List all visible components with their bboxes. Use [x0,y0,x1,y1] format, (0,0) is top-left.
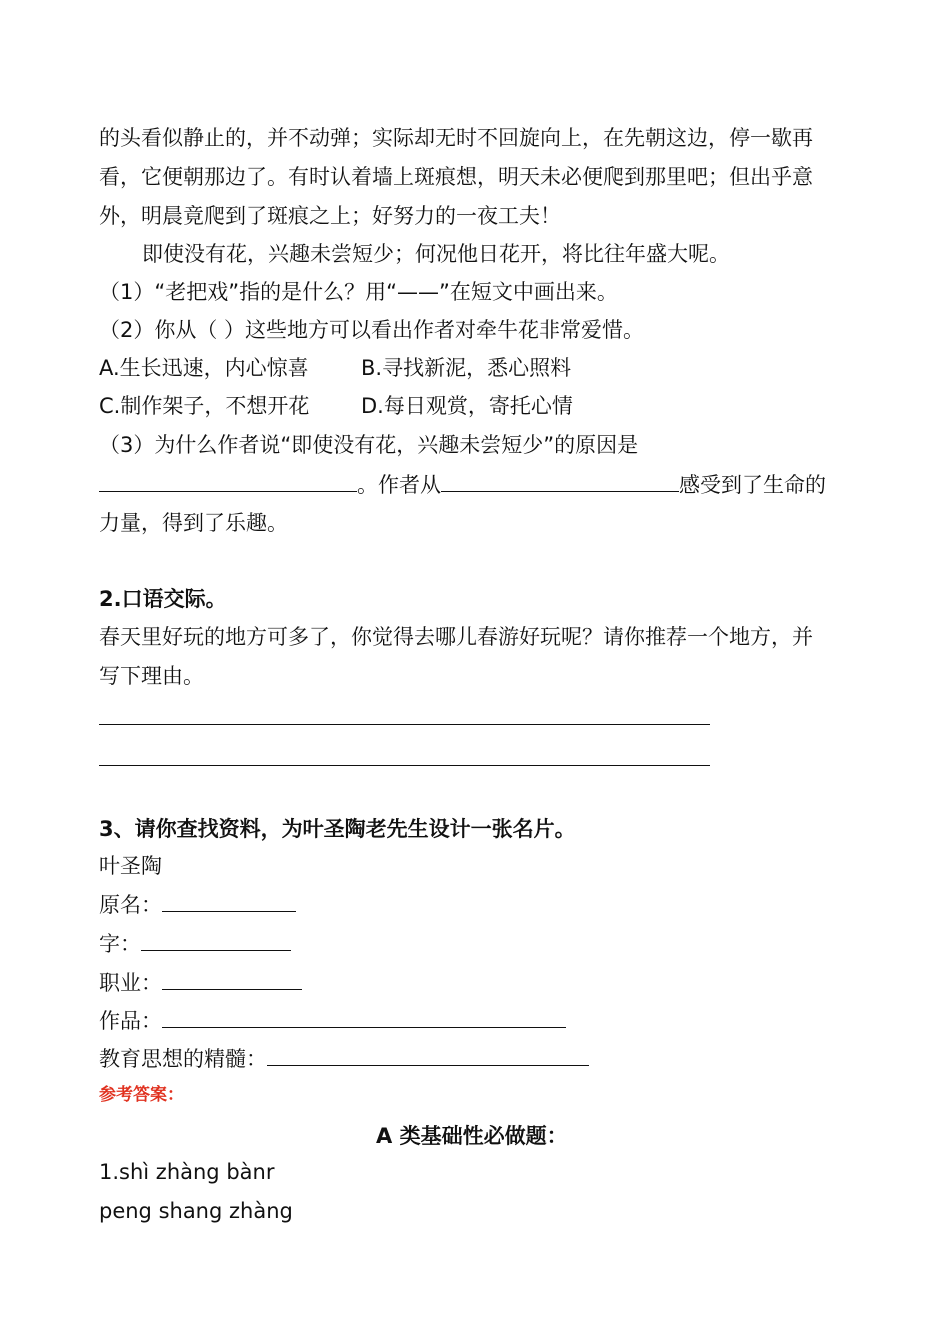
original-name-blank[interactable] [162,889,296,912]
passage-line-1: 的头看似静止的，并不动弹；实际却无时不回旋向上，在先朝这边，停一歇再 [99,126,813,150]
works-blank[interactable] [162,1005,566,1028]
question-3-answer-line [99,469,826,500]
answer-pinyin-1: 1.shì zhàng bànr [99,1160,275,1184]
original-name-row [99,889,296,920]
answer-blank[interactable] [99,469,357,492]
question-1: （1）“老把戏”指的是什么？用“——”在短文中画出来。 [99,280,618,304]
answers-subheading: A 类基础性必做题： [376,1124,568,1148]
passage-line-4: 即使没有花，兴趣未尝短少；何况他日花开，将比往年盛大呢。 [142,242,730,266]
question-3: （3）为什么作者说“即使没有花，兴趣未尝短少”的原因是 [99,433,639,457]
section-3-title: 3、请你查找资料，为叶圣陶老先生设计一张名片。 [99,817,576,841]
answer-line-1[interactable] [99,724,710,725]
answer-blank[interactable] [441,469,679,492]
option-c: C.制作架子，不想开花 [99,394,310,418]
courtesy-name-label: 字： [99,932,141,956]
works-row [99,1005,566,1036]
question-2: （2）你从（ ）这些地方可以看出作者对牵牛花非常爱惜。 [99,318,645,342]
question-3-mid: 。作者从 [357,473,441,497]
card-name: 叶圣陶 [99,854,162,878]
section-2-prompt-2: 写下理由。 [99,664,204,688]
option-a: A.生长迅速，内心惊喜 [99,356,309,380]
courtesy-name-row [99,928,291,959]
answer-line-2[interactable] [99,765,710,766]
option-d: D.每日观赏，寄托心情 [361,394,573,418]
section-2-prompt-1: 春天里好玩的地方可多了，你觉得去哪儿春游好玩呢？请你推荐一个地方，并 [99,625,813,649]
question-3-end: 感受到了生命的 [679,473,826,497]
section-2-title: 2.口语交际。 [99,587,227,611]
education-label: 教育思想的精髓： [99,1047,267,1071]
works-label: 作品： [99,1009,162,1033]
education-blank[interactable] [267,1043,589,1066]
option-b: B.寻找新泥，悉心照料 [361,356,572,380]
answer-pinyin-2: peng shang zhàng [99,1199,293,1223]
job-label: 职业： [99,971,162,995]
passage-line-3: 外，明晨竟爬到了斑痕之上；好努力的一夜工夫！ [99,204,561,228]
passage-line-2: 看，它便朝那边了。有时认着墙上斑痕想，明天未必便爬到那里吧；但出乎意 [99,165,813,189]
job-row [99,967,302,998]
education-row [99,1043,589,1074]
courtesy-name-blank[interactable] [141,928,291,951]
original-name-label: 原名： [99,893,162,917]
job-blank[interactable] [162,967,302,990]
answers-heading: 参考答案： [99,1085,184,1105]
question-3-line-3: 力量，得到了乐趣。 [99,511,288,535]
